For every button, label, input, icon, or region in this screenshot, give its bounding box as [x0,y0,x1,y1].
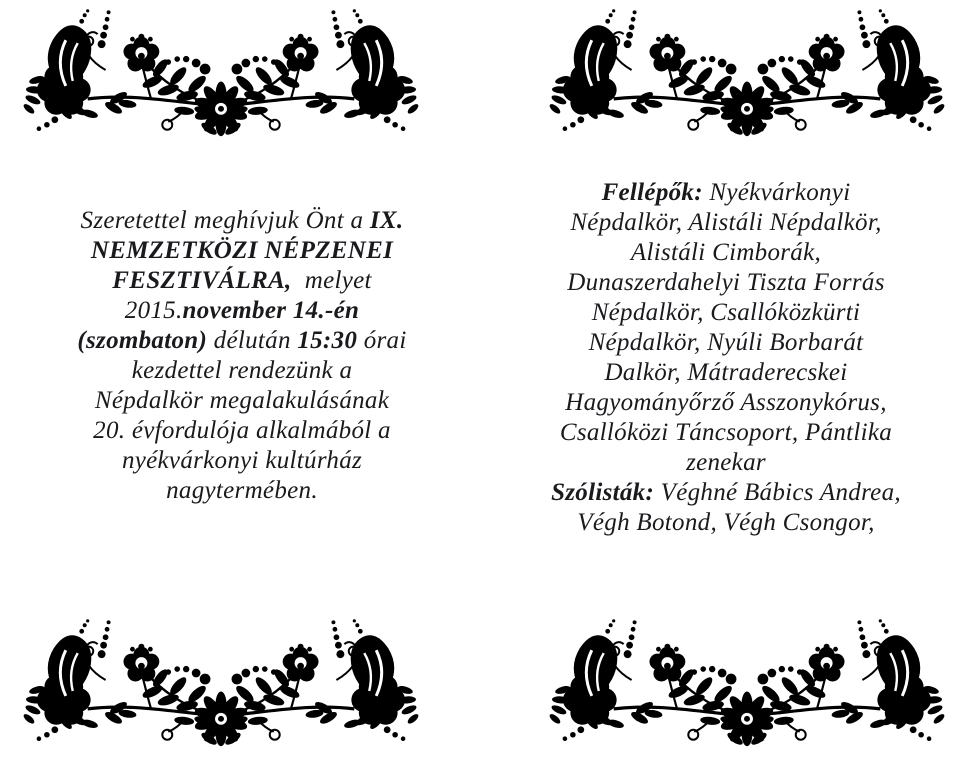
folk-floral-ornament-bottom-left [22,618,420,750]
performers-text-column [487,178,965,538]
text-segment-bold: NEMZETKÖZI NÉPZENEI [90,237,394,264]
text-segment-bold: november 14.-én [182,297,360,324]
text-line [2,416,482,446]
text-segment: Szeretettel meghívjuk Önt a [80,207,370,234]
text-line [2,296,482,326]
text-line [487,358,965,388]
text-line [2,386,482,416]
text-line [487,478,965,508]
text-segment: zenekar [686,449,766,476]
text-line [487,388,965,418]
text-line [487,328,965,358]
text-line [2,326,482,356]
text-line [2,476,482,506]
text-line [2,236,482,266]
text-line [487,508,965,538]
folk-floral-ornament-top-left [22,8,420,140]
text-segment: 2015. [124,297,183,324]
text-segment: Dalkör, Mátraderecskei [604,359,848,386]
text-line [487,418,965,448]
text-segment: 20. évfordulója alkalmából a [93,417,391,444]
text-segment: Népdalkör megalakulásának [94,387,390,414]
text-segment: Népdalkör, Nyúli Borbarát [588,329,864,356]
text-segment: kezdettel rendezünk a [131,357,353,384]
text-segment: Véghné Bábics Andrea, [654,479,901,506]
text-segment: nagytermében. [166,477,318,504]
text-segment: Népdalkör, Csallóközkürti [591,299,861,326]
text-line [487,208,965,238]
text-segment: Nyékvárkonyi [702,179,851,206]
text-line [2,356,482,386]
text-segment: Végh Botond, Végh Csongor, [577,509,875,536]
text-segment: Csallóközi Táncsoport, Pántlika [559,419,893,446]
folk-floral-ornament-top-right [548,8,946,140]
text-segment: nyékvárkonyi kultúrház [121,447,363,474]
text-segment: Dunaszerdahelyi Tiszta Forrás [567,269,885,296]
invitation-text-column [2,206,482,506]
text-line [487,298,965,328]
text-line [487,268,965,298]
text-line [487,238,965,268]
text-segment-bold: Szólisták: [551,479,655,506]
text-segment: órai [357,327,407,354]
folk-floral-ornament-bottom-right [548,618,946,750]
text-segment-bold: (szombaton) [77,327,208,354]
text-segment-bold: FESZTIVÁLRA, [112,267,292,294]
text-segment-bold: Fellépők: [601,179,703,206]
text-segment: délután [207,327,298,354]
text-segment-bold: 15:30 [297,327,358,354]
text-segment: Hagyományőrző Asszonykórus, [565,389,887,416]
text-line [487,178,965,208]
text-segment: Népdalkör, Alistáli Népdalkör, [570,209,882,236]
text-segment-bold: IX. [369,207,404,234]
text-line [487,448,965,478]
text-line [2,266,482,296]
text-segment: melyet [291,267,372,294]
text-segment: Alistáli Cimborák, [630,239,822,266]
text-line [2,446,482,476]
text-line [2,206,482,236]
